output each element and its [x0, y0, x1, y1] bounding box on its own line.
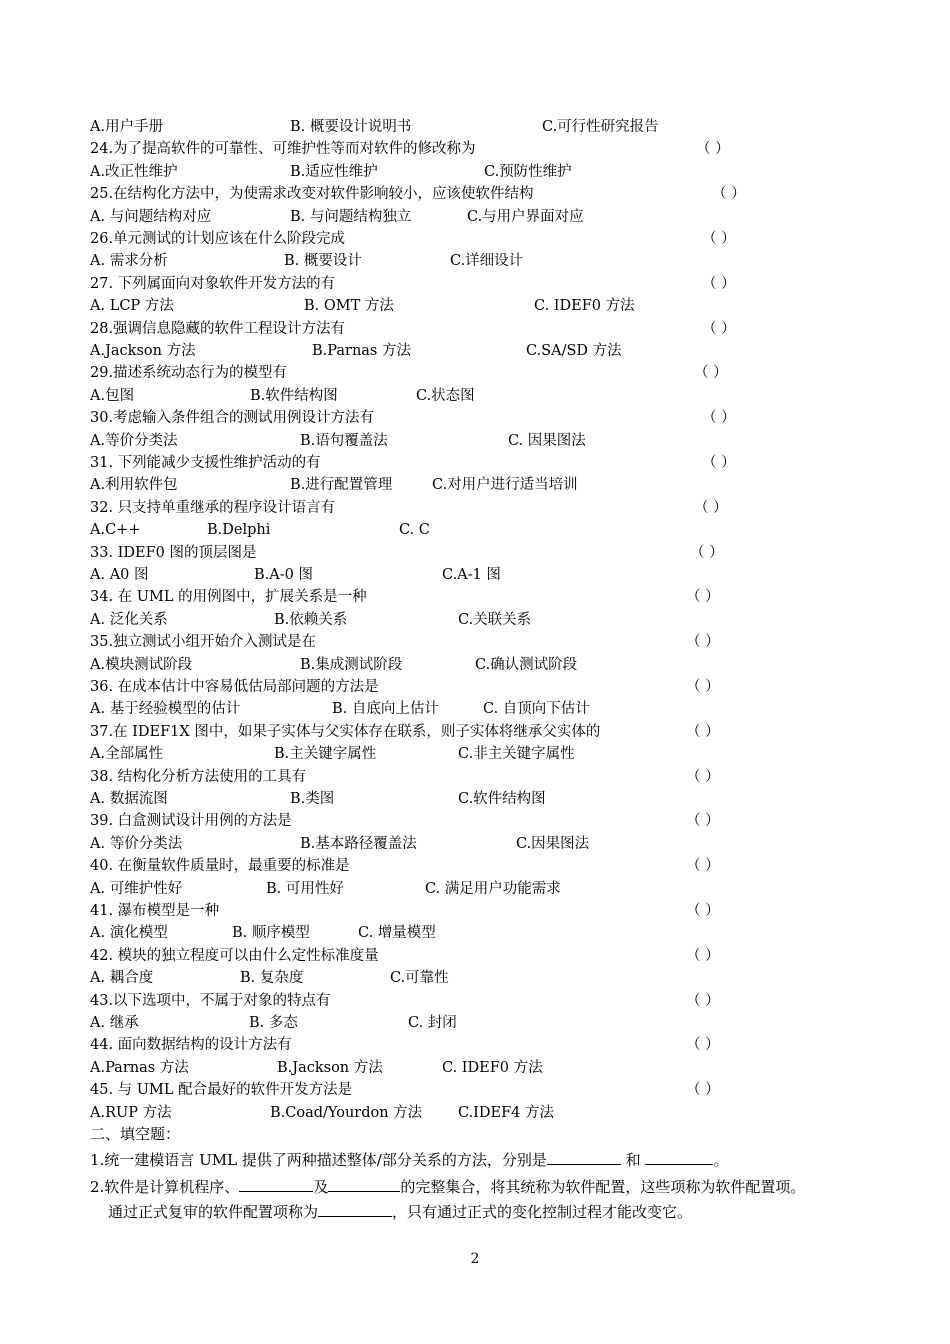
- answer-parentheses[interactable]: （ ）: [686, 768, 720, 785]
- option-b: B. 可用性好: [266, 880, 344, 897]
- question-text: 30.考虑输入条件组合的测试用例设计方法有: [90, 410, 375, 427]
- answer-blank[interactable]: [318, 1200, 392, 1217]
- option-a: A. 等价分类法: [90, 835, 183, 852]
- option-b: B. 复杂度: [240, 970, 304, 987]
- fill-question-2-cont: [108, 1200, 692, 1224]
- answer-parentheses[interactable]: （ ）: [686, 723, 720, 740]
- option-a: A.改正性维护: [90, 163, 178, 180]
- option-a: A. 继承: [90, 1015, 139, 1031]
- option-a: A.利用软件包: [90, 477, 178, 494]
- option-c: C.可行性研究报告: [542, 119, 659, 135]
- option-b: B. 顺序模型: [232, 925, 310, 942]
- option-c: C.与用户界面对应: [467, 208, 584, 225]
- option-c: C. 满足用户功能需求: [425, 880, 561, 897]
- fill-question-2: [90, 1175, 805, 1199]
- option-b: B.类图: [290, 791, 335, 807]
- option-b: B.Delphi: [207, 522, 271, 539]
- option-b: B.Jackson 方法: [277, 1059, 383, 1076]
- answer-parentheses[interactable]: （ ）: [686, 992, 720, 1009]
- option-a: A. 基于经验模型的估计: [90, 701, 241, 718]
- option-a: A. 与问题结构对应: [90, 208, 212, 225]
- question-text: 39. 白盒测试设计用例的方法是: [90, 813, 292, 830]
- option-a: A. 泛化关系: [90, 611, 168, 628]
- answer-parentheses[interactable]: （ ）: [712, 186, 746, 203]
- question-text: 44. 面向数据结构的设计方法有: [90, 1037, 292, 1054]
- question-text: 43.以下选项中，不属于对象的特点有: [90, 992, 331, 1009]
- question-text: 26.单元测试的计划应该在什么阶段完成: [90, 231, 346, 247]
- option-b: B.适应性维护: [290, 163, 378, 180]
- option-c: C.可靠性: [390, 970, 449, 987]
- option-b: B.A-0 图: [254, 567, 313, 583]
- answer-blank[interactable]: [547, 1148, 621, 1165]
- question-text: 33. IDEF0 图的顶层图是: [90, 544, 257, 561]
- option-c: C.详细设计: [450, 253, 524, 270]
- option-c: C.SA/SD 方法: [526, 343, 622, 359]
- question-text: 38. 结构化分析方法使用的工具有: [90, 768, 307, 785]
- question-text: 28.强调信息隐藏的软件工程设计方法有: [90, 320, 346, 337]
- option-a: A. A0 图: [90, 567, 149, 583]
- option-a: A.模块测试阶段: [90, 656, 193, 673]
- answer-parentheses[interactable]: （ ）: [702, 410, 736, 427]
- answer-parentheses[interactable]: （ ）: [702, 275, 736, 292]
- option-b: B.语句覆盖法: [300, 432, 388, 449]
- option-c: C. 封闭: [408, 1015, 457, 1031]
- answer-parentheses[interactable]: （ ）: [686, 947, 720, 964]
- page-number: 2: [470, 1251, 480, 1267]
- option-c: C. IDEF0 方法: [442, 1059, 543, 1076]
- option-b: B. 多态: [249, 1015, 298, 1031]
- fill-q2-text-a: 2.软件是计算机程序、: [90, 1178, 240, 1196]
- option-b: B.基本路径覆盖法: [300, 835, 417, 852]
- option-b: B. 与问题结构独立: [290, 208, 412, 225]
- option-c: C.非主关键字属性: [458, 746, 575, 763]
- option-b: B. 概要设计说明书: [290, 119, 412, 135]
- fill-q1-text-c: 。: [713, 1151, 729, 1169]
- option-c: C. C: [399, 522, 430, 539]
- answer-parentheses[interactable]: （ ）: [686, 679, 720, 695]
- option-a: A. 需求分析: [90, 253, 168, 270]
- option-a: A.全部属性: [90, 746, 164, 763]
- option-a: A.用户手册: [90, 119, 164, 135]
- option-a: A.Jackson 方法: [90, 343, 196, 359]
- option-c: C.对用户进行适当培训: [432, 477, 578, 494]
- fill-q2b-text-a: 通过正式复审的软件配置项称为: [108, 1203, 319, 1221]
- question-text: 42. 模块的独立程度可以由什么定性标准度量: [90, 947, 379, 964]
- option-c: C.A-1 图: [442, 567, 501, 583]
- option-b: B. OMT 方法: [304, 298, 394, 315]
- option-a: A. 数据流图: [90, 791, 168, 807]
- option-c: C.软件结构图: [458, 791, 546, 807]
- option-a: A. 耦合度: [90, 970, 154, 987]
- option-b: B.Parnas 方法: [312, 343, 411, 359]
- option-a: A.C++: [90, 522, 141, 539]
- answer-parentheses[interactable]: （ ）: [694, 365, 728, 382]
- fill-q2-text-b: 及: [313, 1178, 329, 1196]
- answer-blank[interactable]: [239, 1175, 313, 1192]
- option-b: B. 自底向上估计: [332, 701, 439, 718]
- option-b: B.集成测试阶段: [300, 656, 403, 673]
- option-b: B.软件结构图: [250, 387, 338, 404]
- answer-parentheses[interactable]: （ ）: [694, 499, 728, 516]
- option-c: C.因果图法: [516, 835, 590, 852]
- option-a: A.包图: [90, 387, 135, 404]
- option-a: A.Parnas 方法: [90, 1059, 189, 1076]
- fill-q2-text-c: 的完整集合，将其统称为软件配置，这些项称为软件配置项。: [400, 1178, 806, 1196]
- question-text: 31. 下列能减少支援性维护活动的有: [90, 455, 321, 471]
- option-a: A.等价分类法: [90, 432, 178, 449]
- option-c: C.确认测试阶段: [475, 656, 578, 673]
- answer-parentheses[interactable]: （ ）: [686, 858, 720, 875]
- option-c: C.IDEF4 方法: [458, 1104, 555, 1121]
- option-c: C.预防性维护: [484, 163, 572, 180]
- answer-parentheses[interactable]: （ ）: [702, 231, 736, 247]
- option-b: B.依赖关系: [274, 611, 348, 628]
- option-c: C. 增量模型: [358, 925, 436, 942]
- option-b: B. 概要设计: [284, 253, 362, 270]
- fill-q2b-text-b: ，只有通过正式的变化控制过程才能改变它。: [392, 1203, 693, 1221]
- section-heading-text: 二、填空题：: [90, 1125, 181, 1143]
- option-b: B.主关键字属性: [274, 746, 377, 763]
- section-heading: [90, 1122, 180, 1146]
- answer-parentheses[interactable]: （ ）: [686, 1082, 720, 1099]
- option-a: A. 可维护性好: [90, 880, 183, 897]
- answer-blank[interactable]: [328, 1175, 400, 1192]
- answer-parentheses[interactable]: （ ）: [696, 141, 730, 158]
- question-text: 36. 在成本估计中容易低估局部问题的方法是: [90, 679, 379, 695]
- option-c: C.状态图: [416, 387, 475, 404]
- option-b: B.Coad/Yourdon 方法: [270, 1104, 423, 1121]
- answer-parentheses[interactable]: （ ）: [686, 634, 720, 651]
- option-a: A. 演化模型: [90, 925, 168, 942]
- option-c: C. IDEF0 方法: [534, 298, 635, 315]
- question-text: 34. 在 UML 的用例图中，扩展关系是一种: [90, 589, 367, 606]
- answer-parentheses[interactable]: （ ）: [702, 320, 736, 337]
- question-text: 37.在 IDEF1X 图中，如果子实体与父实体存在联系，则子实体将继承父实体的: [90, 723, 601, 740]
- option-b: B.进行配置管理: [290, 477, 393, 494]
- question-text: 24.为了提高软件的可靠性、可维护性等而对软件的修改称为: [90, 141, 476, 158]
- answer-parentheses[interactable]: （ ）: [686, 1037, 720, 1054]
- option-a: A.RUP 方法: [90, 1104, 172, 1121]
- question-text: 32. 只支持单重继承的程序设计语言有: [90, 499, 336, 516]
- fill-question-1: [90, 1148, 728, 1172]
- answer-parentheses[interactable]: （ ）: [690, 544, 724, 561]
- question-text: 35.独立测试小组开始介入测试是在: [90, 634, 317, 651]
- question-text: 29.描述系统动态行为的模型有: [90, 365, 288, 382]
- answer-blank[interactable]: [645, 1148, 713, 1165]
- fill-q1-text-a: 1.统一建模语言 UML 提供了两种描述整体/部分关系的方法，分别是: [90, 1151, 547, 1169]
- answer-parentheses[interactable]: （ ）: [686, 903, 720, 919]
- option-c: C. 因果图法: [508, 432, 586, 449]
- question-text: 40. 在衡量软件质量时，最重要的标准是: [90, 858, 350, 875]
- answer-parentheses[interactable]: （ ）: [686, 813, 720, 830]
- question-text: 45. 与 UML 配合最好的软件开发方法是: [90, 1082, 353, 1099]
- answer-parentheses[interactable]: （ ）: [702, 455, 736, 471]
- question-text: 41. 瀑布模型是一种: [90, 903, 220, 919]
- option-c: C.关联关系: [458, 611, 532, 628]
- option-a: A. LCP 方法: [90, 298, 174, 315]
- question-text: 27. 下列属面向对象软件开发方法的有: [90, 275, 336, 292]
- question-text: 25.在结构化方法中，为使需求改变对软件影响较小，应该使软件结构: [90, 186, 534, 203]
- option-c: C. 自顶向下估计: [483, 701, 590, 718]
- answer-parentheses[interactable]: （ ）: [686, 589, 720, 606]
- fill-q1-text-b: 和: [625, 1151, 641, 1169]
